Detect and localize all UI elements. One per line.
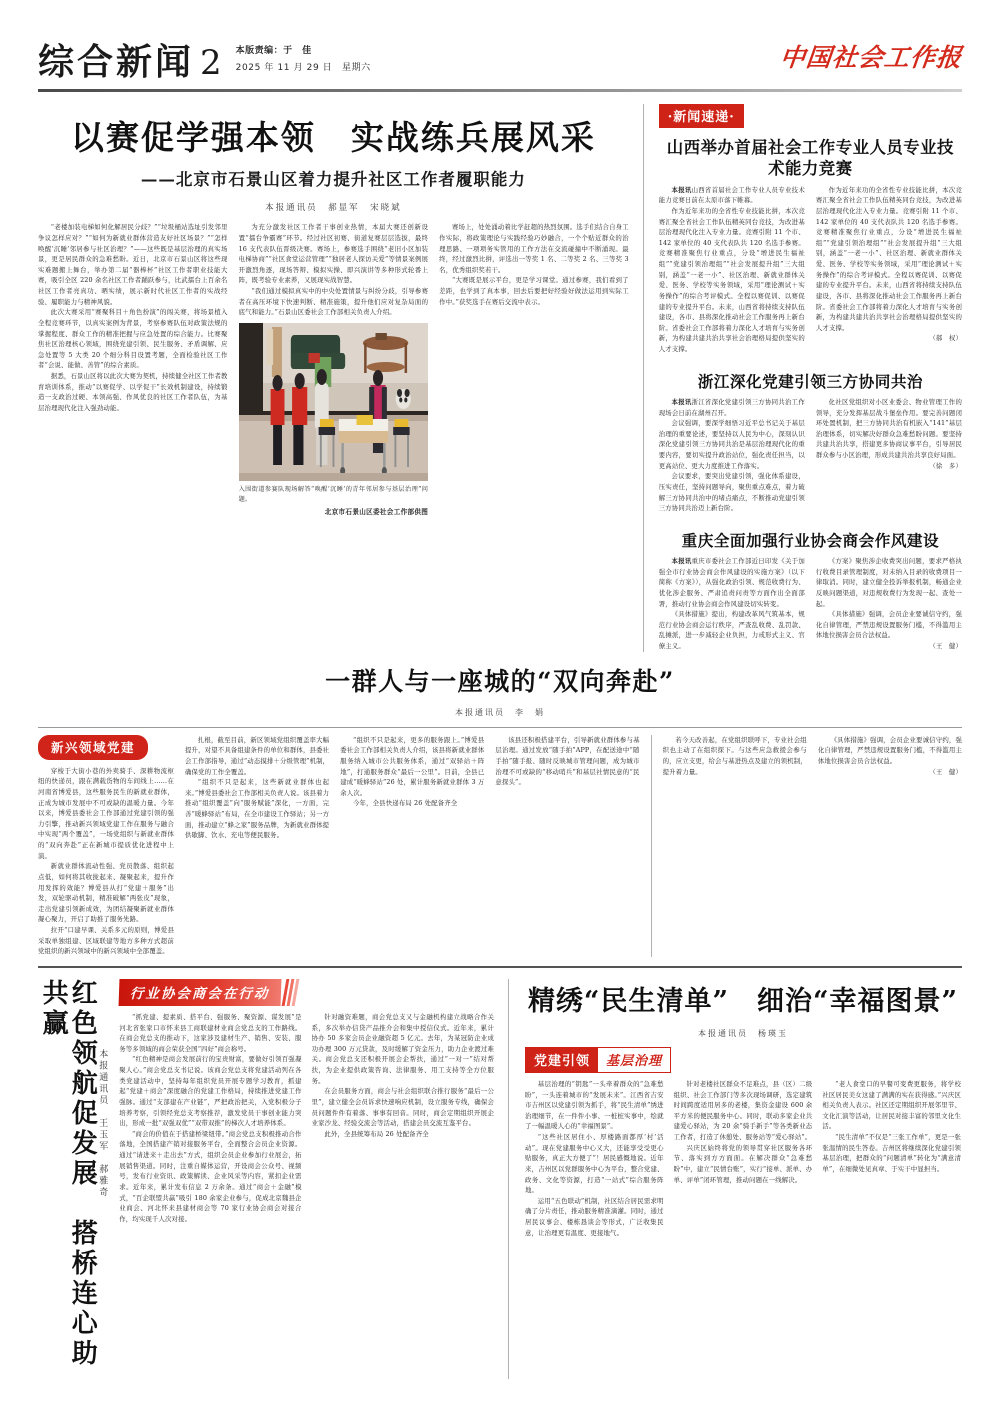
masthead-meta	[236, 43, 371, 80]
paragraph: 作为近年来功的全省性专业技能比拼，本次竞赛汇聚全省社会工作队伍精英同台竞技，为改进基层治理现代化注入专业力量。竞赛引附 11 个市、142 家单位的 40 支代表队共 120 名选手参赛。竞赛精准聚焦行业重点，分设“增进民生福祉组”“党建引领治理组”“社会发展提升组”三大组别，涵盖“一老一小”、社区治理、新就业群体关爱、医务、学校等实务领域，采用“理论测试＋实务操作”的综合考评模式。全程以赛促训、以赛促建的专业提升平台。未来，山西省将持续支持队伍建设，各市、县将深化推动社会工作服务再上新台阶。省委社会工作部将着力深化人才培育与实务创新，为构建共建共治共享社会治理格局提供坚实的人才支撑。	[815, 185, 963, 332]
lead-col-2	[239, 222, 429, 517]
story2-col-3	[340, 735, 484, 957]
bottom-section-rule	[38, 966, 962, 968]
news-item-3-author: （王 健）	[929, 642, 963, 651]
story3-vertical-byline: 本报通讯员 王玉军 郝雅奇	[97, 1048, 108, 1199]
news-item-3-col-1	[659, 556, 805, 652]
paragraph: 《具体措施》强调，会员企业要诚信守约，强化自律管理，严禁违规设置服务门槛，不得滥用主体地位损害会员合法权益。	[817, 735, 963, 765]
news-flash-badge-wrap	[659, 104, 962, 128]
paragraph: 据悉，石景山区将以此次大赛为契机，持续健全社区工作者教育培训体系，推动“以赛促学、以学促干”长效机制建设，持续锻造一支政治过硬、本领高强、作风优良的社区工作者队伍，为基层治理现代化注入强劲动能。	[38, 372, 228, 412]
paragraph: “我们通过模拟真实中的中央处置情景与纠纷分歧，引导参赛者在高压环境下快速判断、精准施策，提升他们应对复杂局面的底气和能力。”石景山区委社会工作部相关负责人介绍。	[238, 287, 429, 317]
story4-badge-part-a: 党建引领	[526, 1048, 598, 1072]
story2-badge: 新兴领域党建	[38, 735, 148, 760]
story3-banner	[119, 979, 297, 1006]
story3-col-2	[312, 1012, 494, 1225]
masthead-left	[38, 41, 371, 83]
news-item-2-columns	[659, 397, 962, 514]
paragraph: 扎根，截至目前，新区领域党组织覆盖率大幅提升，对望不具备组建条件的单位和群体，县委社会工作部指导，通过“动态摸排＋分级管理”机制，确保党的工作全覆盖。	[185, 735, 330, 776]
paragraph: 运用“五色联动”机制，社区结合居民需求明确了分片责任，推动服务精准滴灌。同时，通过居民议事会、楼栋恳谈会等形式，广泛收集民意，让治理更有温度、更接地气。	[525, 1196, 664, 1237]
paragraph: “大赛既是展示平台，更是学习课堂。通过参赛，我们看到了差距，也学到了真本事，回去后要把好经验好做法运用到实际工作中。”获奖选手在赛后交流中表示。	[439, 276, 629, 306]
lead-story	[38, 104, 643, 652]
zone-story2	[38, 662, 962, 957]
paragraph: “红色精神是商会发展前行的宝贵财富，要做好引领百强凝聚人心。”商会党总支书记说。该商会党总支将党建活动列在各类党建活动中，坚持每年组织党员开展专题学习教育，抓建起“党建＋商会”深度融合的党建工作格局，持续推进党建工作强脉。通过“支部建在产业链”，严把政治把关，入党积极分子培养考察，引领经党总支考察推荐，激发党员干事创业能力突出，形成一批“双强双优”“双带双推”的梯次人才培养体系。	[119, 1055, 302, 1128]
story2-tail-author: （王 健）	[929, 767, 963, 776]
paragraph: 《方案》聚焦涉企收费突出问题，要求严格执行收费目录管理制度，对未纳入目录的收费项目一律取消。同时，建立健全投诉举报机制，畅通企业反映问题渠道，对违规收费行为发现一起、查处一起。	[815, 557, 963, 608]
paragraph: 若今天改善起，在党组织联呼下，专业社会组织也主动了在组织探下。与这些应急救援会参与的，应立支更，给会与基进热点及建立的领机制，提升着力量。	[662, 735, 807, 776]
paragraph: 新就业群体流动性强、党员散落、组织起点低，如何将其收拢起来、凝聚起来，提升作用发挥的效能？博爱县从打“党建＋服务”出发，双轮驱动机制，精准破解“两张皮”现象，走出党建引领新成效，为团结凝聚新就业群体凝心聚力，开启了助推了服务先路。	[38, 862, 174, 924]
story2-col-1-text	[38, 766, 174, 957]
news-item-2-col-1	[659, 397, 805, 514]
story3-columns	[119, 1012, 494, 1225]
story3-banner-wrap	[119, 979, 494, 1006]
story4-col-3	[822, 1079, 961, 1238]
news-item-1-author: （郝 权）	[929, 334, 963, 343]
page-masthead	[38, 0, 964, 83]
story4-byline: 本报通讯员 杨瑛玉	[698, 1028, 788, 1038]
paragraph: 此次大赛采用“赛聚科目＋角色扮演”的闯关赛，将场景植入全程竞赛环节，以真实案例为背景，考察参赛队伍对政策法规的掌握程度、群众工作的精准把握与应急处置的综合能力。比赛聚焦社区治理核心领域，围绕党建引领、民生服务、矛盾调解、应急处置等 5 大类 20 个细分科目设置考题，全面检验社区工作者“会说、能做、善管”的综合素质。	[38, 308, 228, 370]
news-item-1-headline: 山西举办首届社会工作专业人员专业技术能力竞赛	[666, 138, 954, 179]
paragraph: 兴庆区始终将党的领导贯穿社区服务各环节、落实到方方面面。在解决群众“急难愁盼”中，建立“民情台账”，实行“接单、派单、办单、评单”闭环管理，推动问题在一线解决。	[673, 1143, 813, 1184]
story3-banner-label: 行业协会商会在行动	[119, 979, 281, 1006]
news-flash-badge: ·新闻速递·	[659, 104, 744, 128]
paragraph: 该县还积极搭建平台，引导新就业群体参与基层治理。通过发放“随手拍”APP，在配送途中“随手拍”随手报、随时反映城市管理问题，成为城市治理不可或缺的“移动哨兵”和基层社情民意的“民意探头”。	[495, 735, 640, 787]
lead-byline: 本报通讯员 郝显军 宋晓斌	[265, 203, 402, 214]
story4-col-2	[674, 1079, 813, 1238]
story4-columns	[525, 1079, 961, 1238]
paragraph: 拉开“口建早课、关系多元的原则，博爱县采取单独组建、区域联建等地方多种方式超前党组织的新兴领域中的新兴领域中全部覆盖。	[38, 926, 174, 956]
lead-col-1	[38, 222, 228, 517]
story4-badge-wrap	[525, 1047, 961, 1073]
masthead-rule	[38, 89, 962, 92]
story4-col-1	[525, 1079, 664, 1238]
column-divider	[651, 735, 652, 957]
date-line: 2025 年 11 月 29 日 星期六	[235, 62, 371, 73]
paragraph: “这些社区居住小、厚楼路面都厚‘村’活动”。现在党建服务中心又大，还能享受受更心贴服务，真正大方便了”！居民感慨地说。近年来，吉州区以党群服务中心为平台，整合党建、政务、文化等资源，打造“一站式”综合服务阵地。	[525, 1133, 664, 1195]
story4-badge	[525, 1047, 671, 1073]
section-number: 2	[200, 43, 222, 83]
story2-col-2	[185, 735, 329, 957]
story2-headline: 一群人与一座城的“双向奔赴”	[325, 666, 675, 696]
lead-headline: 以赛促学强本领 实战练兵展风采	[70, 118, 596, 157]
paragraph: “组织不只是起来，这些新就业群体也起来。”博爱县委社会工作部相关负责人说。该县着力推动“组织覆盖”向“服务赋能”深化，一方面，完善“暖蜂驿站”布局，在全市建设工作驿站；另一方面，推动建立“蜂之家”服务品牌，为新就业群体提供歇脚、饮水、充电等便民服务。	[185, 778, 330, 840]
zone-bottom	[38, 979, 962, 1379]
stage-photo-illustration	[239, 323, 429, 481]
paper-title: 中国社会工作报	[778, 43, 964, 72]
paragraph: 《具体措施》提出，构建改革风气筑基本，规范行业协会商会运行秩序，严查乱收费、乱罚款、乱摊派，进一步减轻企业负担，力戒形式主义、官僚主义。	[658, 610, 805, 651]
photo-caption: 入围街道参赛队现场解答“唤醒‘沉睡’的青年邻居参与基层治理”问题。	[238, 485, 429, 503]
paragraph: “老人食堂口的早餐可变费更服务，将学校社区居民美女这建了满满的实在获得感。”兴庆区相关负责人表示。社区还定期组织开展邻里节、文化汇演等活动，让居民对接丰富的邻里文化生活。	[822, 1079, 962, 1131]
paragraph: “抓党建、提素质、搭平台、强服务、聚资源、谋发展”是河北省张家口市怀来县工商联建材业商会党总支的工作路线。在商会党总支的推动下，这家涉及建材生产、销售、安装、服务等多领域的商会荣获全国“四好”商会称号。	[119, 1012, 302, 1053]
lead-columns	[38, 222, 629, 517]
news-flash-section	[644, 104, 962, 652]
paragraph: 会议要求，要突出党建引领，强化体系建设，压实责任，坚持问题导向，聚焦重点难点，着力破解三方协同共治中的堵点痛点，不断推动党建引领三方协同共治迈上新台阶。	[658, 472, 805, 513]
news-item-3-headline: 重庆全面加强行业协会商会作风建设	[681, 530, 940, 550]
story2-col-1	[38, 735, 174, 957]
story4	[509, 979, 961, 1379]
paragraph: 此外，全县统筹布局 26 处配备齐全	[324, 1129, 429, 1138]
story2-col-6	[818, 735, 962, 957]
lead-photo	[239, 323, 429, 481]
paragraph: 穿梭于大街小巷的外卖骑手、深耕物流枢纽的快递员，跟在满载货物的车间线上……在河南省博爱县，这些服务民生的新就业群体，正成为城市发展中不可或缺的温暖力量。今年以来，博爱县委社会工作部通过党建引领的强力引擎，推动新兴领域党建工作在服务与融合中实现“两个覆盖”，一场党组织与新就业群体的“双向奔赴”正在新城市提质优化进程中上演。	[38, 766, 174, 860]
news-item-1-col-1	[659, 185, 805, 355]
paragraph: 今年，全县快递布局 26 处配备齐全	[353, 799, 458, 808]
paragraph: “组织不只是起来，更多的服务跟上。”博爱县委社会工作部相关负责人介绍，该县将新就业群体服务纳入城市公共服务体系，通过“双驿站＋阵地”，打通服务群众“最后一公里”。目前，全县已建成“暖蜂驿站”26 处，累计服务新就业群体 3 万余人次。	[340, 735, 485, 797]
lead-col-3	[439, 222, 629, 517]
editor-line: 本版责编：于 佳	[235, 45, 312, 56]
lead-photo-block	[239, 323, 429, 518]
paragraph: 赛场上，处处涌动着比学赶超的热烈氛围。选手们结合自身工作实际，将政策理论与实践经验巧妙融合，一个个贴近群众的治理思路、一项项务实管用的工作方法在交流碰撞中不断涌现。最终，经过激烈比拼，评选出一等奖 1 名、二等奖 2 名、三等奖 3 名，优秀组织奖若干。	[439, 223, 629, 274]
story2-col-4	[495, 735, 639, 957]
paragraph: 化社区党组织对小区业委会、物业管理工作的领导，充分发挥基层战斗堡垒作用。要完善问题闭环处置机制，把三方协同共治有机嵌入“141”基层治理体系，切实解决好群众急难愁盼问题。要坚持共建共治共享，搭建更多协商议事平台，引导居民群众参与小区治理，形成共建共治共享良好局面。	[815, 397, 963, 460]
zone-lead	[38, 104, 962, 652]
paragraph: 基层治理的“钥匙”一头牵着群众的“急难愁盼”，一头连着城市的“发展未来”。江西省吉安市吉州区以党建引领为抓手，将“民生清单”绣进治理细节，在一件件小事、一桩桩实事中，绘就了一幅温暖人心的“幸福图景”。	[525, 1079, 664, 1131]
story3-vertical-headline: 红色领航促发展 搭桥连心助共赢	[38, 978, 98, 1369]
news-item-1-columns	[659, 185, 962, 355]
story4-badge-part-b: 基层治理	[606, 1053, 663, 1069]
paragraph: 作为近年来功的全省性专业技能比拼，本次竞赛汇聚全省社会工作队伍精英同台竞技，为改进基层治理现代化注入专业力量。竞赛引附 11 个市、142 家单位的 40 支代表队共 120 名选手参赛。竞赛精准聚焦行业重点，分设“增进民生福祉组”“党建引领治理组”“社会发展提升组”三大组别，涵盖“一老一小”、社区治理、新就业群体关爱、医务、学校等实务领域，采用“理论测试＋实务操作”的综合考评模式。全程以赛促训、以赛促建的专业提升平台。未来，山西省将持续支持队伍建设，各市、县将深化推动社会工作服务再上新台阶。省委社会工作部将着力深化人才培育与实务创新，为构建共建共治共享社会治理格局提供坚实的人才支撑。	[658, 206, 805, 354]
paragraph: “商会的价值在于搭建桥梁纽带。”商会党总支积极推动合作落地，全国搭建产销对接服务平台，全面整合会员企业资源。通过“请进来＋走出去”方式，组织会员企业参加行业展会，拓展销售渠道。同时，注重自媒体运营，开设商会公众号、视频号，发布行业资讯、政策解读、企业风采等内容，紧扣企业需求。近年来，累计发布信息 2 万余条。通过“商会＋金融”模式，“百企联盟共赢”吸引 180 余家企业参与，促成北京魏县企业商会、河北怀来县建材商会等 70 家行业协会商会对接合作，均实现千人次对接。	[119, 1129, 302, 1223]
lead-subhead: ——北京市石景山区着力提升社区工作者履职能力	[140, 170, 526, 190]
section-name: 综合新闻	[38, 41, 195, 83]
paragraph: 为充分激发社区工作者干事创业热情，本届大赛还创新设置“擂台争霸赛”环节。经过社区初赛、街道复赛层层选拔，最终 16 支代表队伍晋级决赛。赛场上，参赛选手围绕“老旧小区加装电梯协商”“社区食堂运营管理”“独居老人探访关爱”等情景案例展开激烈角逐，现场答辩、模拟实操、即兴演讲等多种形式轮番上阵，既考验专业素养，又展现实战智慧。	[238, 223, 429, 285]
news-item-1-col-2	[816, 185, 962, 355]
news-item-3-columns	[659, 556, 962, 652]
paragraph: 在会员服务方面，商会与社会组织联合推行服务“最后一公里”，建立健全会员诉求快速响应机制，设立服务专线，确保会员问题件件有着落、事事有回音。同时，商会定期组织开展企业家沙龙、经验交流会等活动，搭建会员交流互鉴平台。	[311, 1087, 494, 1128]
story2-byline: 本报通讯员 李 娟	[455, 707, 545, 717]
story3-col-1	[119, 1012, 301, 1225]
news-item-2-author: （徐 多）	[929, 461, 963, 470]
source-label: 本报讯重庆市委社会工作部近日印发《关于加强全市行业协会商会作风建设的实施方案》（以下简称《方案》），从强化政治引领、规范收费行为、优化涉企服务、严肃追责问责等方面作出全面部署，推动行业协会商会作风建设切实转变。	[658, 557, 805, 608]
source-label: 本报讯浙江省深化党建引领三方协同共治工作现场会日前在湖州召开。	[658, 397, 805, 417]
news-item-2-col-2	[816, 397, 962, 514]
story2-badge-wrap	[38, 735, 174, 760]
paragraph: 针对融资难题，商会党总支又与金融机构建立战略合作关系，多次举办信贷产品推介会和集中授信仪式。近年来，累计协办 50 多家会员企业融资超 5 亿元。去年，为某冠防企业成功办理 300 万元贷款，及时缓解了资金压力，助力企业渡过难关。商会党总支还积极开展会企帮扶，通过“一对一”结对帮扶，为企业提供政策咨询、法律服务、用工支持等全方位服务。	[311, 1012, 494, 1085]
story2-col-5	[663, 735, 807, 957]
banner-bars-icon	[281, 979, 299, 1006]
news-item-2-headline: 浙江深化党建引领三方协同共治	[697, 371, 924, 391]
story4-headline: 精绣“民生清单” 细治“幸福图景”	[527, 985, 959, 1017]
paragraph: 针对老楼社区群众不足难点，县（区）二级组织、社会工作部门等多次现场调研，选定建筑时间跨度适用居多的老楼，集资金建设 600 余平方米的便民服务中心。同时，联动多家企业共建爱心驿站，为 20 余“骑手新手”等各类新业态工作者，打造了休憩处、服务站等“爱心驿站”。	[673, 1079, 813, 1142]
paragraph: 会议强调，要深学细悟习近平总书记关于基层治理的重要论述，要坚持以人民为中心，深刻认识深化党建引领三方协同共治是基层治理现代化的重要内容，要切实提升政治站位，强化责任担当，以更高站位、更大力度推进工作落实。	[658, 419, 805, 470]
story3	[38, 979, 508, 1379]
paragraph: “民生清单”不仅是“三张工作单”，更是一张张温情的民生答卷。吉州区将继续深化党建引领基层治理，把群众的“问题清单”转化为“满意清单”，在细微处见真章、于实干中显担当。	[822, 1133, 962, 1173]
paragraph: “老楼加装电梯如何化解居民分歧？”“垃圾桶站选址引发邻里争议怎样应对？”“如何为新就业群体营造友好社区场景？”“怎样唤醒‘沉睡’邻居参与社区治理？”——这些既是基层治理的真实场景，更是居民群众的急难愁盼。近日，北京市石景山区将这些现实难题搬上舞台，举办第二届“器棒杯”社区工作者职业技能大赛，吸引全区 220 余名社区工作者踊跃参与，比武擂台上百余名社区工作者亮真功、晒实绩，展示新时代社区工作者的实战经验、履职能力与精神风貌。	[38, 223, 228, 306]
paragraph: 《具体措施》强调，会员企业要诚信守约，强化自律管理，严禁违规设置服务门槛，不得滥用主体地位损害会员合法权益。	[815, 610, 963, 640]
source-label: 本报讯山西省首届社会工作专业人员专业技术能力竞赛日前在太原市落下帷幕。	[658, 185, 805, 205]
photo-credit: 北京市石景山区委社会工作部供图	[324, 507, 429, 516]
story2-columns	[38, 735, 962, 957]
news-item-3-col-2	[816, 556, 962, 652]
